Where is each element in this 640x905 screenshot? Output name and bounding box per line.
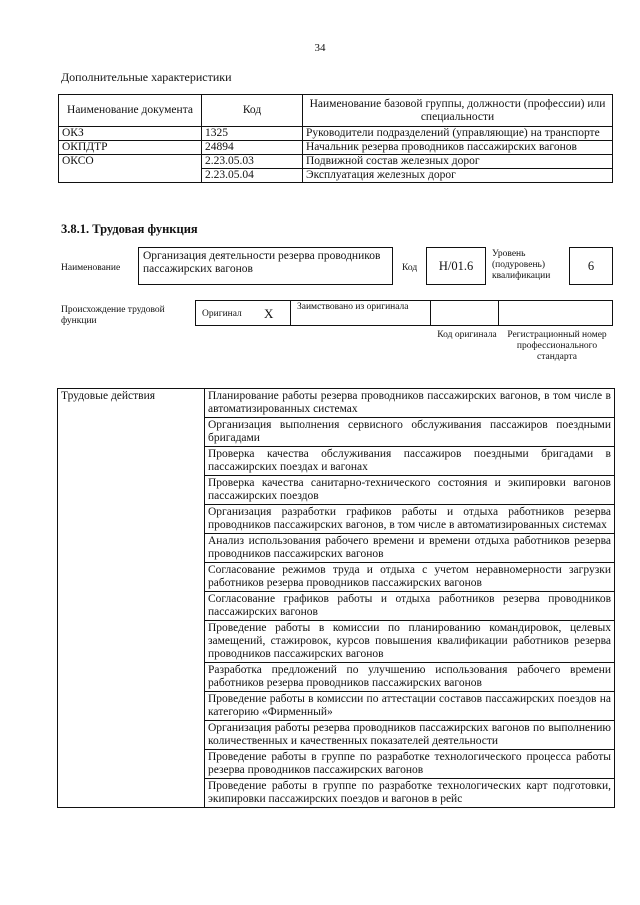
labor-actions-body bbox=[58, 389, 615, 808]
cell-code: 2.23.05.03 bbox=[202, 155, 303, 169]
level-value: 6 bbox=[587, 258, 595, 273]
labor-action-item: Планирование работы резерва проводников пассажирских вагонов, в том числе в автоматизированных системах bbox=[205, 389, 615, 418]
name-label: Наименование bbox=[61, 263, 121, 273]
classification-table bbox=[58, 94, 613, 183]
borrowed-box bbox=[290, 300, 431, 326]
table-row bbox=[59, 155, 613, 169]
code-original-box bbox=[430, 300, 499, 326]
labor-action-item: Проверка качества санитарно-технического состояния и экипировки вагонов пассажирских поездов bbox=[205, 476, 615, 505]
labor-action-item: Проведение работы в группе по разработке технологического процесса работы резерва проводников пассажирских вагонов bbox=[205, 750, 615, 779]
header-code: Код bbox=[202, 95, 303, 127]
function-name-value: Организация деятельности резерва проводников пассажирских вагонов bbox=[143, 250, 381, 275]
cell-code: 2.23.05.04 bbox=[202, 169, 303, 183]
origin-label: Происхождение трудовой функции bbox=[61, 305, 165, 326]
original-mark: Х bbox=[264, 306, 274, 321]
labor-action-item: Проверка качества обслуживания пассажиров поездными бригадами в пассажирских поездах и вагонах bbox=[205, 447, 615, 476]
cell-name: Начальник резерва проводников пассажирских вагонов bbox=[303, 141, 613, 155]
code-original-label: Код оригинала bbox=[437, 330, 497, 340]
labor-action-item: Согласование режимов труда и отдыха с учетом неравномерности загрузки работников резерва проводников пассажирских вагонов bbox=[205, 563, 615, 592]
labor-action-item: Проведение работы в комиссии по планированию командировок, целевых замещений, стажировок, курсов повышения квалификации работников резерва проводников пассажирских вагонов bbox=[205, 621, 615, 663]
function-code-value: Н/01.6 bbox=[438, 258, 474, 273]
function-name-box bbox=[138, 247, 393, 285]
code-label: Код bbox=[402, 263, 418, 273]
cell-doc: ОКСО bbox=[59, 155, 202, 183]
reg-number-label: Регистрационный номер профессионального стандарта bbox=[507, 330, 607, 362]
cell-name: Подвижной состав железных дорог bbox=[303, 155, 613, 169]
page-number: 34 bbox=[314, 42, 326, 54]
header-group-name: Наименование базовой группы, должности (профессии) или специальности bbox=[303, 95, 613, 127]
table-row bbox=[58, 389, 615, 418]
labor-action-item: Организация разработки графиков работы и отдыха работников резерва проводников пассажирских вагонов, в том числе в автоматизированных системах bbox=[205, 505, 615, 534]
section-title: Дополнительные характеристики bbox=[61, 70, 232, 84]
header-doc-name: Наименование документа bbox=[59, 95, 202, 127]
labor-action-item: Организация работы резерва проводников пассажирских вагонов по выполнению количественных и качественных показателей деятельности bbox=[205, 721, 615, 750]
level-label: Уровень (подуровень) квалификации bbox=[492, 249, 551, 281]
labor-action-item: Согласование графиков работы и отдыха работников резерва проводников пассажирских вагонов bbox=[205, 592, 615, 621]
cell-doc: ОКЗ bbox=[59, 127, 202, 141]
cell-doc: ОКПДТР bbox=[59, 141, 202, 155]
table-row bbox=[59, 127, 613, 141]
level-value-box bbox=[569, 247, 613, 285]
labor-action-item: Проведение работы в комиссии по аттестации составов пассажирских поездов на категорию «Фирменный» bbox=[205, 692, 615, 721]
function-code-box bbox=[426, 247, 486, 285]
table-row bbox=[59, 141, 613, 155]
original-label: Оригинал bbox=[202, 309, 242, 319]
cell-code: 1325 bbox=[202, 127, 303, 141]
cell-name: Эксплуатация железных дорог bbox=[303, 169, 613, 183]
labor-actions-label: Трудовые действия bbox=[58, 389, 205, 808]
reg-number-box bbox=[498, 300, 613, 326]
labor-action-item: Анализ использования рабочего времени и времени отдыха работников резерва проводников пассажирских вагонов bbox=[205, 534, 615, 563]
cell-name: Руководители подразделений (управляющие) на транспорте bbox=[303, 127, 613, 141]
original-box bbox=[195, 300, 291, 326]
cell-code: 24894 bbox=[202, 141, 303, 155]
labor-action-item: Проведение работы в группе по разработке технологических карт подготовки, экипировки пассажирских поездов и вагонов в рейс bbox=[205, 779, 615, 808]
labor-action-item: Разработка предложений по улучшению использования рабочего времени работников резерва проводников пассажирских вагонов bbox=[205, 663, 615, 692]
labor-action-item: Организация выполнения сервисного обслуживания пассажиров поездными бригадами bbox=[205, 418, 615, 447]
table-header-row bbox=[59, 95, 613, 127]
labor-actions-table bbox=[57, 388, 615, 808]
borrowed-label: Заимствовано из оригинала bbox=[297, 302, 409, 312]
function-heading: 3.8.1. Трудовая функция bbox=[61, 222, 198, 236]
